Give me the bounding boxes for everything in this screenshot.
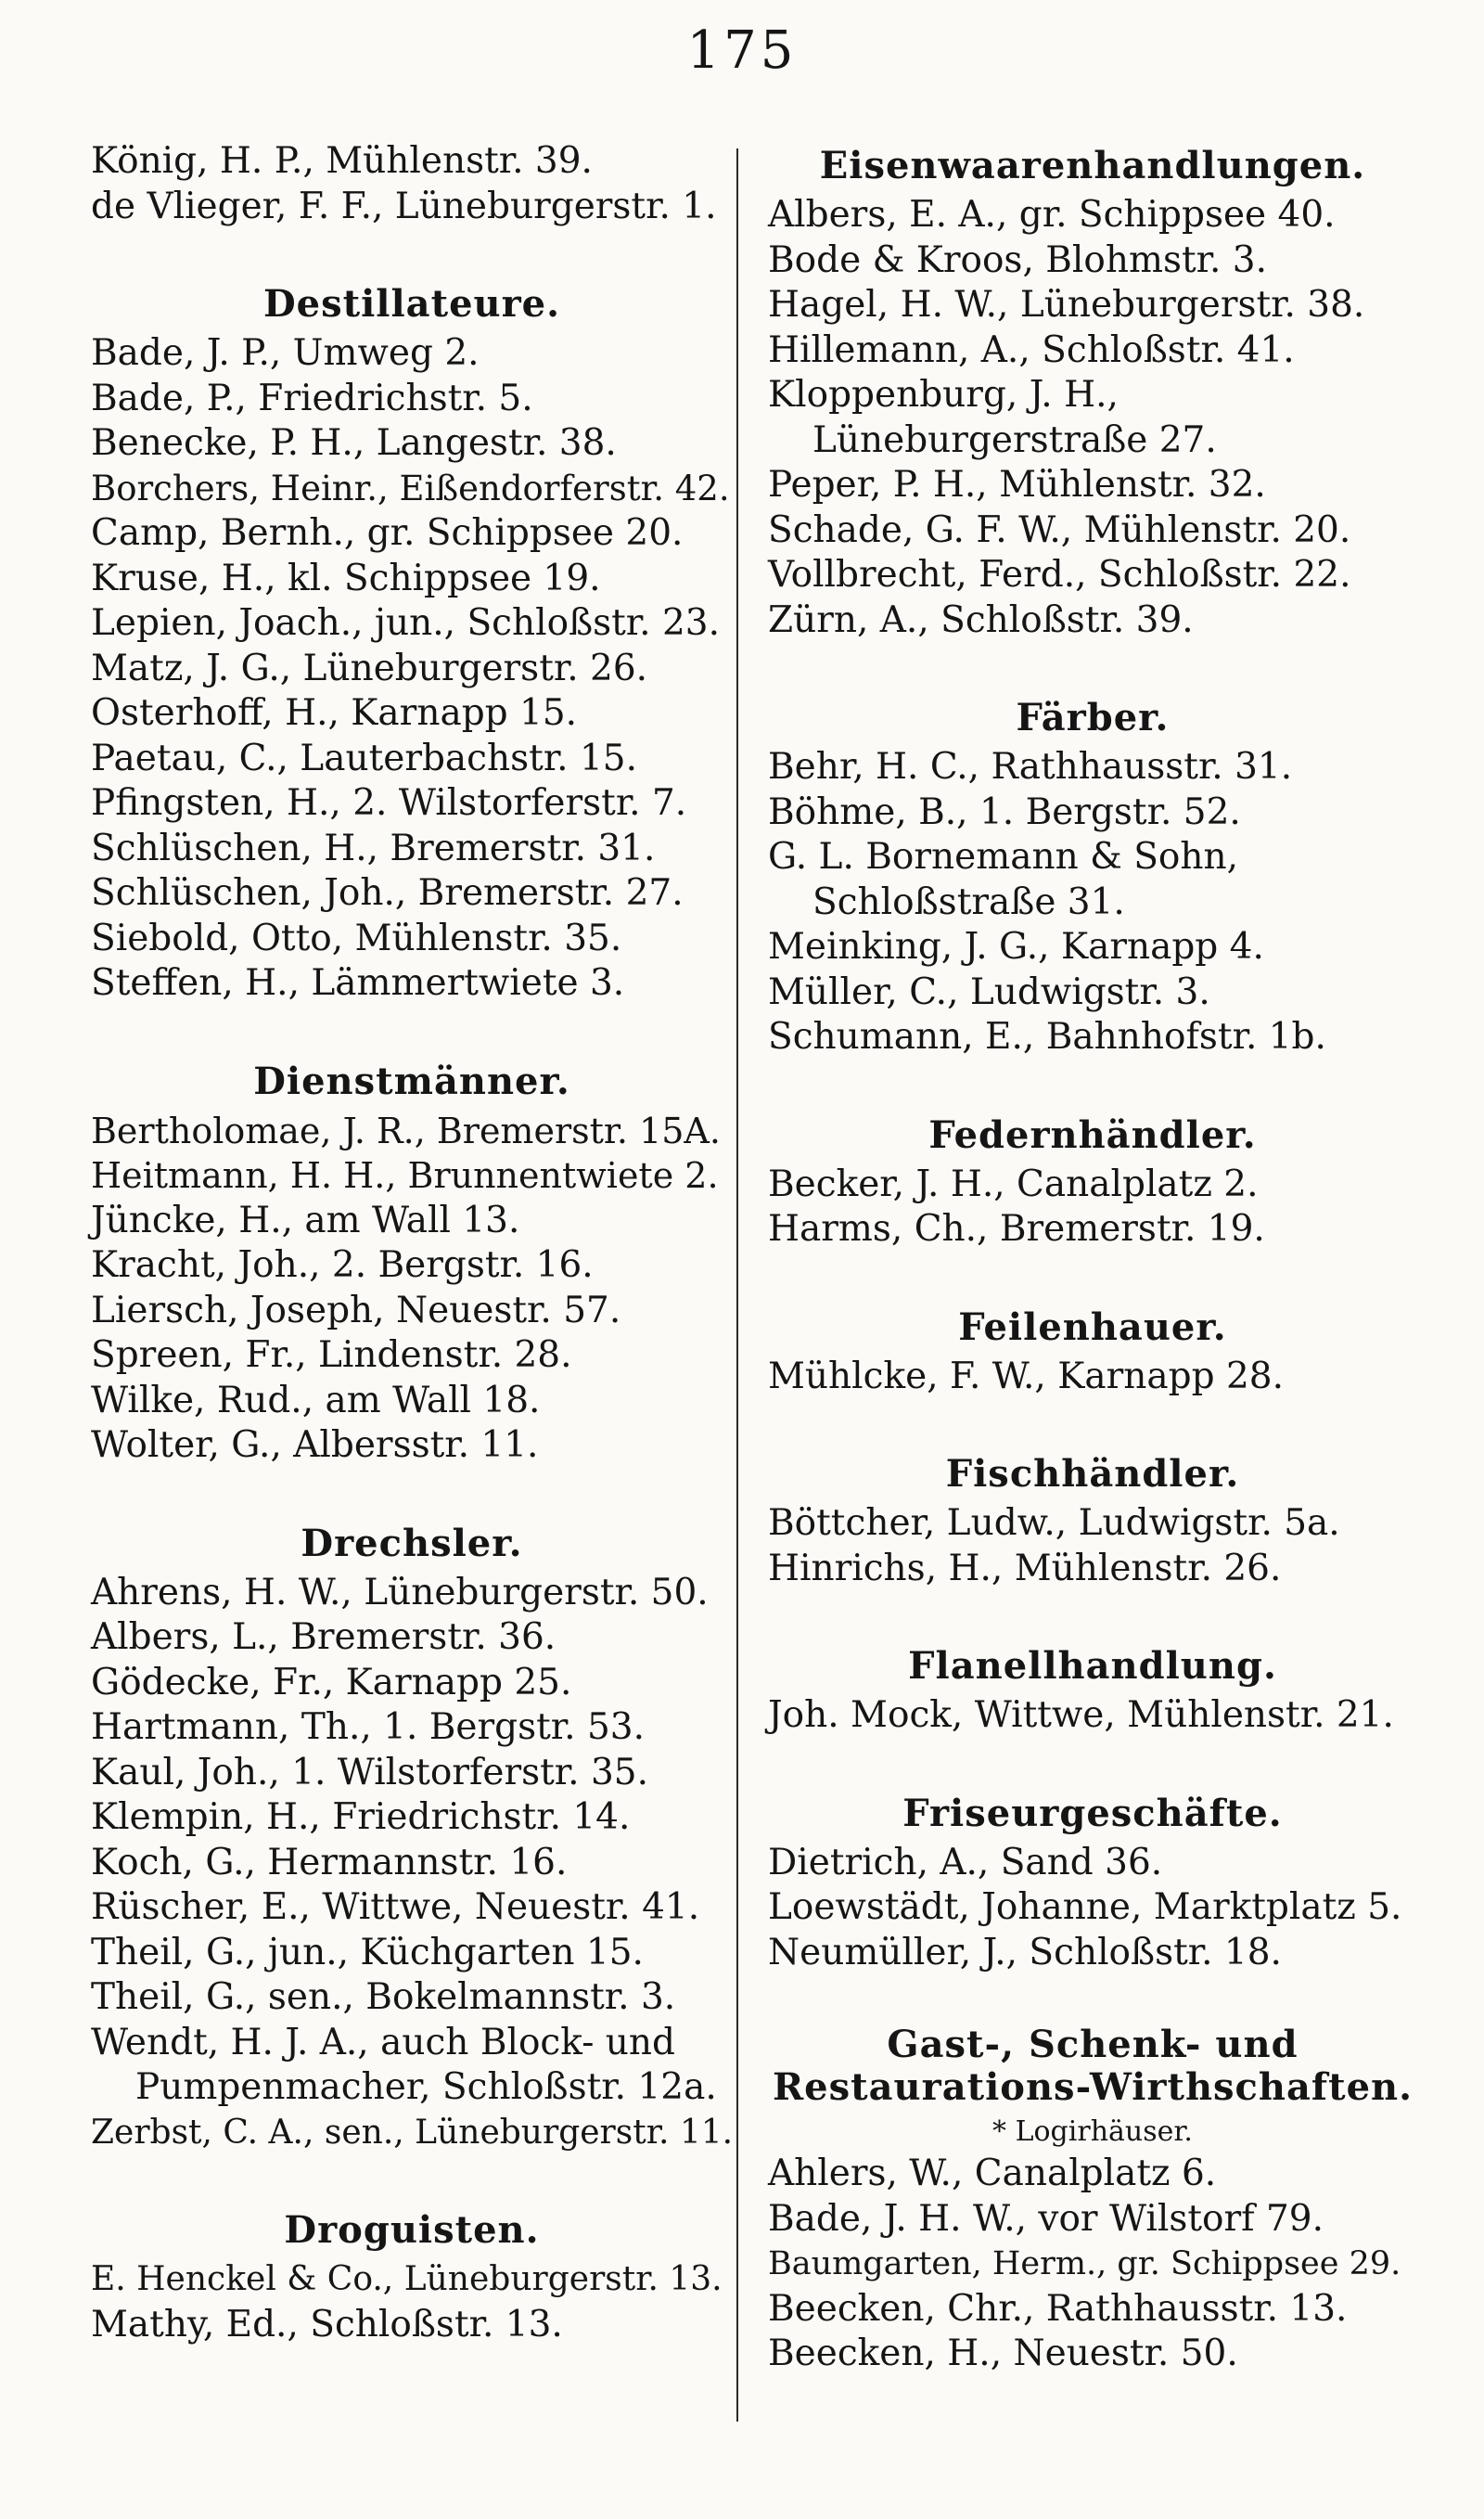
list-entry: Gödecke, Fr., Karnapp 25. bbox=[91, 1661, 572, 1703]
list-entry: E. Henckel & Co., Lüneburgerstr. 13. bbox=[91, 2260, 723, 2298]
list-entry: Koch, G., Hermannstr. 16. bbox=[91, 1841, 568, 1883]
section-heading: Färber. bbox=[1016, 696, 1170, 739]
section-feilenhauer bbox=[768, 1301, 1417, 1400]
list-entry: Peper, P. H., Mühlenstr. 32. bbox=[768, 464, 1266, 506]
list-entry: Kloppenburg, J. H., Lüneburgerstraße 27. bbox=[768, 374, 1217, 461]
list-entry: Ahrens, H. W., Lüneburgerstr. 50. bbox=[91, 1571, 709, 1613]
list-entry: Schumann, E., Bahnhofstr. 1b. bbox=[768, 1016, 1326, 1058]
list-entry: Neumüller, J., Schloßstr. 18. bbox=[768, 1931, 1282, 1973]
list-entry: Harms, Ch., Bremerstr. 19. bbox=[768, 1208, 1265, 1250]
section-heading: Destillateure. bbox=[262, 282, 561, 326]
section-dienstmaenner bbox=[91, 1055, 733, 1469]
section-heading: Fischhändler. bbox=[945, 1452, 1240, 1496]
list-entry: Hartmann, Th., 1. Bergstr. 53. bbox=[91, 1706, 645, 1748]
section-heading: Eisenwaarenhandlungen. bbox=[819, 144, 1366, 187]
list-entry: Schade, G. F. W., Mühlenstr. 20. bbox=[768, 508, 1351, 551]
list-entry: Böhme, B., 1. Bergstr. 52. bbox=[768, 790, 1241, 833]
section-federnhaendler bbox=[768, 1109, 1417, 1253]
list-entry: Steffen, H., Lämmertwiete 3. bbox=[91, 962, 625, 1004]
list-entry: Mühlcke, F. W., Karnapp 28. bbox=[768, 1355, 1284, 1397]
list-entry: Spreen, Fr., Lindenstr. 28. bbox=[91, 1334, 572, 1376]
section-eisenwaarenhandlungen bbox=[768, 139, 1417, 643]
list-entry: Hinrichs, H., Mühlenstr. 26. bbox=[768, 1547, 1282, 1589]
section-gastwirthschaften bbox=[768, 2024, 1417, 2377]
list-entry: Benecke, P. H., Langestr. 38. bbox=[91, 422, 617, 464]
list-entry: Wilke, Rud., am Wall 18. bbox=[91, 1379, 541, 1421]
list-entry: Theil, G., jun., Küchgarten 15. bbox=[91, 1931, 644, 1973]
list-entry: Meinking, J. G., Karnapp 4. bbox=[768, 926, 1264, 968]
list-entry: Hillemann, A., Schloßstr. 41. bbox=[768, 328, 1295, 371]
list-entry: Bertholomae, J. R., Bremerstr. 15A. bbox=[91, 1110, 721, 1151]
list-entry: Vollbrecht, Ferd., Schloßstr. 22. bbox=[768, 554, 1351, 596]
left-column bbox=[91, 139, 733, 2347]
list-entry: Pfingsten, H., 2. Wilstorferstr. 7. bbox=[91, 782, 687, 824]
list-entry: Schlüschen, Joh., Bremerstr. 27. bbox=[91, 872, 684, 914]
section-heading: Federnhändler. bbox=[928, 1112, 1257, 1157]
list-entry: Siebold, Otto, Mühlenstr. 35. bbox=[91, 917, 622, 959]
list-entry: Camp, Bernh., gr. Schippsee 20. bbox=[91, 512, 684, 554]
list-entry: Heitmann, H. H., Brunnentwiete 2. bbox=[91, 1155, 719, 1196]
section-heading: Feilenhauer. bbox=[958, 1304, 1227, 1349]
list-entry: Wendt, H. J. A., auch Block- und Pumpenmacher, Schloßstr. 12a. bbox=[91, 2021, 717, 2108]
list-entry: Kruse, H., kl. Schippsee 19. bbox=[91, 557, 601, 599]
list-entry: de Vlieger, F. F., Lüneburgerstr. 1. bbox=[91, 185, 717, 227]
section-heading: Dienstmänner. bbox=[253, 1059, 570, 1103]
list-entry: Bode & Kroos, Blohmstr. 3. bbox=[768, 238, 1268, 281]
list-entry: G. L. Bornemann & Sohn, Schloßstraße 31. bbox=[768, 836, 1239, 923]
list-entry: Zerbst, C. A., sen., Lüneburgerstr. 11. bbox=[91, 2113, 734, 2152]
list-entry: Baumgarten, Herm., gr. Schippsee 29. bbox=[768, 2245, 1401, 2282]
section-note: * Logirhäuser. bbox=[992, 2115, 1193, 2148]
list-entry: Paetau, C., Lauterbachstr. 15. bbox=[91, 737, 637, 779]
section-heading: Droguisten. bbox=[284, 2208, 540, 2252]
list-entry: Theil, G., sen., Bokelmannstr. 3. bbox=[91, 1976, 676, 2018]
right-column bbox=[768, 139, 1417, 2377]
list-entry: Bade, J. P., Umweg 2. bbox=[91, 332, 480, 374]
section-friseurgeschaefte bbox=[768, 1787, 1417, 1976]
list-entry: Kracht, Joh., 2. Bergstr. 16. bbox=[91, 1244, 594, 1286]
list-entry: Ahlers, W., Canalplatz 6. bbox=[768, 2153, 1217, 2194]
list-entry: Jüncke, H., am Wall 13. bbox=[91, 1199, 520, 1241]
list-entry: Beecken, Chr., Rathhausstr. 13. bbox=[768, 2287, 1348, 2330]
list-entry: Böttcher, Ludw., Ludwigstr. 5a. bbox=[768, 1502, 1340, 1544]
list-entry: Klempin, H., Friedrichstr. 14. bbox=[91, 1796, 631, 1838]
list-entry: Loewstädt, Johanne, Marktplatz 5. bbox=[768, 1886, 1402, 1928]
list-entry: Dietrich, A., Sand 36. bbox=[768, 1841, 1163, 1883]
list-entry: Albers, L., Bremerstr. 36. bbox=[91, 1616, 556, 1658]
section-flanellhandlung bbox=[768, 1639, 1417, 1739]
list-entry: Liersch, Joseph, Neuestr. 57. bbox=[91, 1289, 621, 1331]
section-continued bbox=[91, 139, 733, 229]
list-entry: König, H. P., Mühlenstr. 39. bbox=[91, 140, 593, 182]
list-entry: Borchers, Heinr., Eißendorferstr. 42. bbox=[91, 468, 730, 508]
list-entry: Beecken, H., Neuestr. 50. bbox=[768, 2333, 1238, 2374]
section-droguisten bbox=[91, 2204, 733, 2347]
list-entry: Becker, J. H., Canalplatz 2. bbox=[768, 1163, 1259, 1205]
page-number: 175 bbox=[686, 20, 798, 81]
section-heading: Drechsler. bbox=[301, 1521, 523, 1565]
section-heading: Flanellhandlung. bbox=[908, 1644, 1277, 1688]
list-entry: Albers, E. A., gr. Schippsee 40. bbox=[768, 194, 1336, 236]
list-entry: Rüscher, E., Wittwe, Neuestr. 41. bbox=[91, 1886, 700, 1928]
list-entry: Mathy, Ed., Schloßstr. 13. bbox=[91, 2303, 563, 2345]
section-destillateure bbox=[91, 277, 733, 1007]
list-entry: Behr, H. C., Rathhausstr. 31. bbox=[768, 746, 1293, 788]
section-heading: Friseurgeschäfte. bbox=[902, 1791, 1283, 1835]
section-drechsler bbox=[91, 1517, 733, 2156]
list-entry: Zürn, A., Schloßstr. 39. bbox=[768, 598, 1194, 641]
list-entry: Bade, P., Friedrichstr. 5. bbox=[91, 377, 533, 419]
section-fischhaendler bbox=[768, 1447, 1417, 1591]
list-entry: Kaul, Joh., 1. Wilstorferstr. 35. bbox=[91, 1751, 648, 1793]
list-entry: Wolter, G., Albersstr. 11. bbox=[91, 1424, 539, 1466]
list-entry: Müller, C., Ludwigstr. 3. bbox=[768, 970, 1210, 1013]
section-faerber bbox=[768, 691, 1417, 1060]
list-entry: Lepien, Joach., jun., Schloßstr. 23. bbox=[91, 602, 720, 644]
list-entry: Hagel, H. W., Lüneburgerstr. 38. bbox=[768, 284, 1365, 326]
column-divider bbox=[736, 148, 738, 2422]
list-entry: Joh. Mock, Wittwe, Mühlenstr. 21. bbox=[768, 1694, 1394, 1736]
list-entry: Schlüschen, H., Bremerstr. 31. bbox=[91, 827, 656, 869]
list-entry: Bade, J. H. W., vor Wilstorf 79. bbox=[768, 2197, 1324, 2240]
list-entry: Osterhoff, H., Karnapp 15. bbox=[91, 692, 578, 734]
list-entry: Matz, J. G., Lüneburgerstr. 26. bbox=[91, 647, 648, 689]
section-heading: Gast-, Schenk- und Restaurations-Wirthschaften. bbox=[772, 2023, 1414, 2109]
